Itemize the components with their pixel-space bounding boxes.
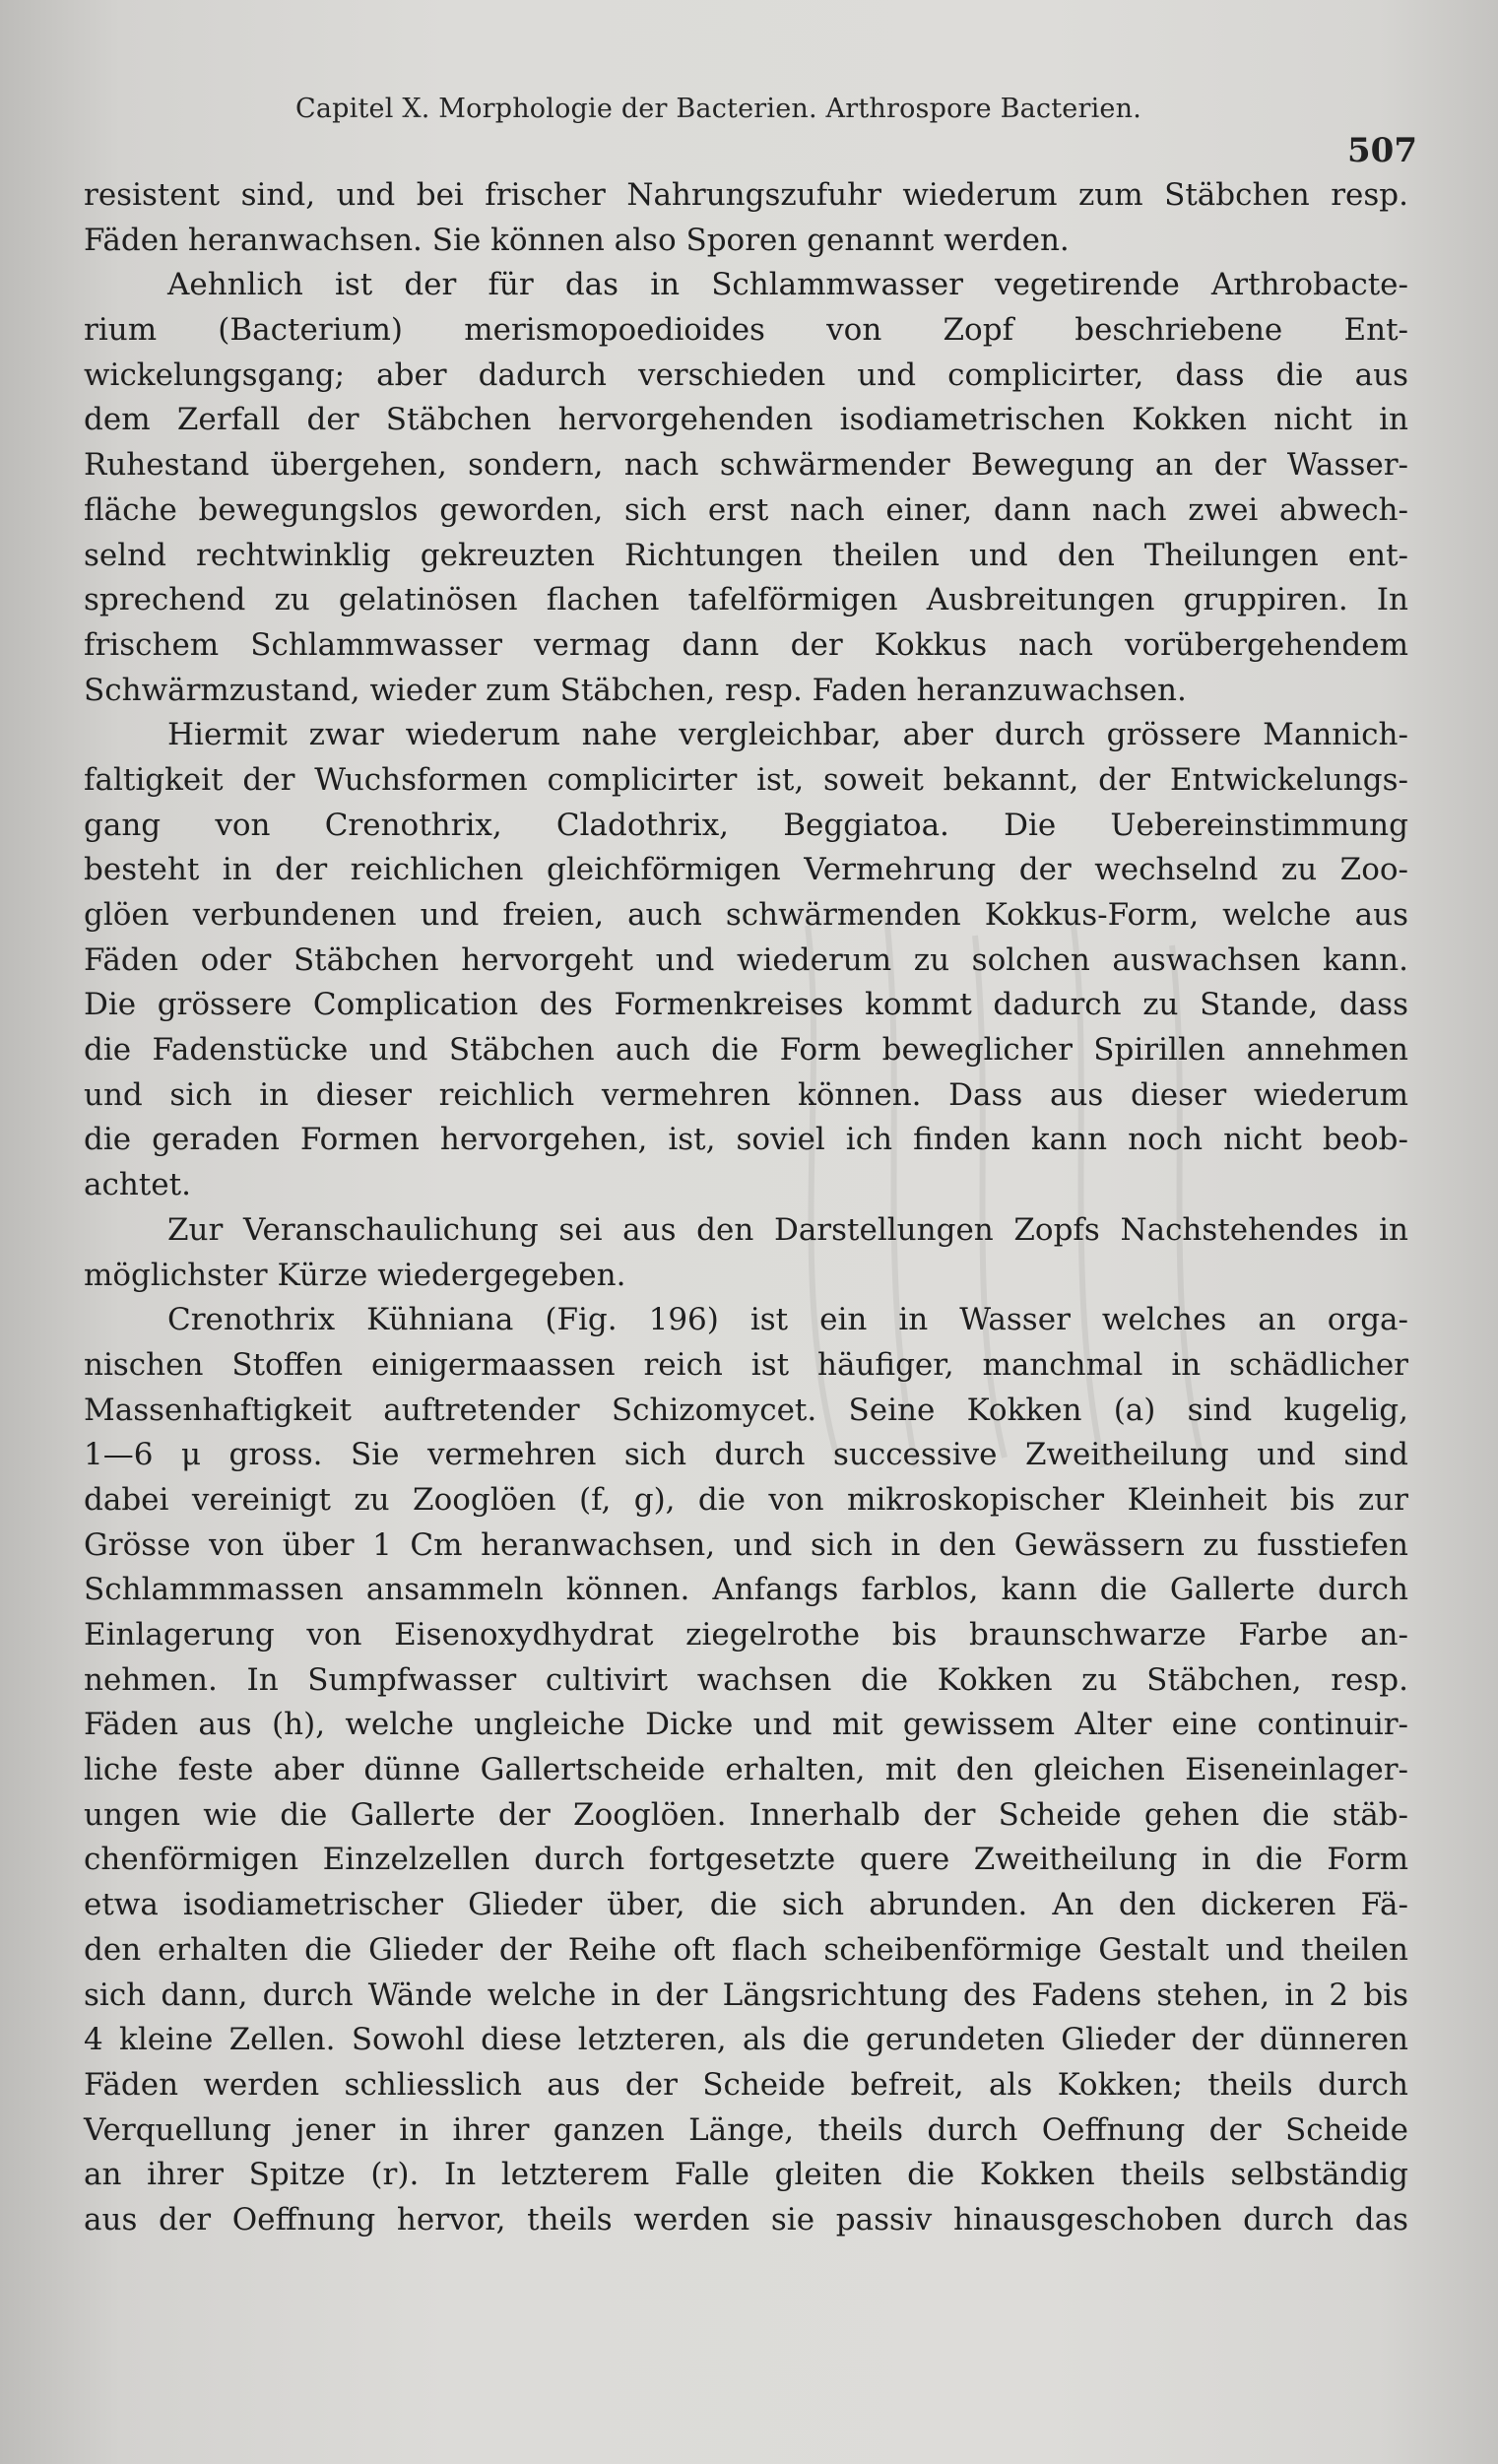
text-line: nischen Stoffen einigermaassen reich ist häufiger, manchmal in schädlicher (84, 1346, 1408, 1383)
text-line: Fäden heranwachsen. Sie können also Sporen genannt werden. (84, 222, 1070, 258)
text-line: chenförmigen Einzelzellen durch fortgesetzte quere Zweitheilung in die Form (84, 1842, 1408, 1878)
text-line: Fäden oder Stäbchen hervorgeht und wiederum zu solchen auswachsen kann. (84, 941, 1408, 978)
text-line: Ruhestand übergehen, sondern, nach schwärmender Bewegung an der Wasser- (84, 447, 1408, 484)
text-line: selnd rechtwinklig gekreuzten Richtungen theilen und den Theilungen ent- (84, 537, 1408, 573)
body-text (84, 173, 1408, 2243)
text-line: glöen verbundenen und freien, auch schwärmenden Kokkus-Form, welche aus (84, 897, 1408, 933)
text-line: frischem Schlammwasser vermag dann der Kokkus nach vorübergehendem (84, 626, 1408, 663)
text-line: Fäden werden schliesslich aus der Scheide befreit, als Kokken; theils durch (84, 2066, 1408, 2103)
text-line: dem Zerfall der Stäbchen hervorgehenden isodiametrischen Kokken nicht in (84, 402, 1408, 438)
running-header: Capitel X. Morphologie der Bacterien. Arthrospore Bacterien. (295, 94, 1141, 124)
text-line: Zur Veranschaulichung sei aus den Darstellungen Zopfs Nachstehendes in (167, 1211, 1408, 1248)
text-line: gang von Crenothrix, Cladothrix, Beggiatoa. Die Uebereinstimmung (84, 807, 1408, 843)
page-number: 507 (1347, 131, 1417, 170)
text-line: die geraden Formen hervorgehen, ist, soviel ich finden kann noch nicht beob- (84, 1122, 1408, 1158)
text-line: rium (Bacterium) merismopoedioides von Zopf beschriebene Ent- (84, 312, 1408, 349)
text-line: fläche bewegungslos geworden, sich erst nach einer, dann nach zwei abwech- (84, 491, 1408, 528)
text-line: dabei vereinigt zu Zooglöen (f, g), die von mikroskopischer Kleinheit bis zur (84, 1481, 1408, 1518)
text-line: liche feste aber dünne Gallertscheide erhalten, mit den gleichen Eiseneinlager- (84, 1752, 1408, 1788)
text-line: Verquellung jener in ihrer ganzen Länge, theils durch Oeffnung der Scheide (84, 2111, 1408, 2148)
text-line: möglichster Kürze wiedergegeben. (84, 1257, 626, 1293)
text-line: Fäden aus (h), welche ungleiche Dicke und mit gewissem Alter eine continuir- (84, 1707, 1408, 1743)
text-line: und sich in dieser reichlich vermehren können. Dass aus dieser wiederum (84, 1076, 1408, 1113)
text-line: Schlammmassen ansammeln können. Anfangs farblos, kann die Gallerte durch (84, 1572, 1408, 1608)
text-line: Grösse von über 1 Cm heranwachsen, und sich in den Gewässern zu fusstiefen (84, 1526, 1408, 1563)
text-line: resistent sind, und bei frischer Nahrungszufuhr wiederum zum Stäbchen resp. (84, 177, 1408, 213)
text-line: 1—6 μ gross. Sie vermehren sich durch successive Zweitheilung und sind (84, 1437, 1408, 1473)
text-line: Die grössere Complication des Formenkreises kommt dadurch zu Stande, dass (84, 987, 1408, 1023)
text-line: Aehnlich ist der für das in Schlammwasser vegetirende Arthrobacte- (167, 267, 1408, 303)
text-line: den erhalten die Glieder der Reihe oft flach scheibenförmige Gestalt und theilen (84, 1931, 1408, 1968)
text-line: etwa isodiametrischer Glieder über, die sich abrunden. An den dickeren Fä- (84, 1887, 1408, 1923)
text-line: Schwärmzustand, wieder zum Stäbchen, resp. Faden heranzuwachsen. (84, 672, 1187, 708)
text-line: Crenothrix Kühniana (Fig. 196) ist ein in Wasser welches an orga- (167, 1302, 1408, 1338)
text-line: sich dann, durch Wände welche in der Längsrichtung des Fadens stehen, in 2 bis (84, 1977, 1408, 2013)
text-line: die Fadenstücke und Stäbchen auch die Form beweglicher Spirillen annehmen (84, 1032, 1408, 1069)
text-line: sprechend zu gelatinösen flachen tafelförmigen Ausbreitungen gruppiren. In (84, 582, 1408, 618)
text-line: besteht in der reichlichen gleichförmigen Vermehrung der wechselnd zu Zoo- (84, 852, 1408, 888)
text-line: Hiermit zwar wiederum nahe vergleichbar, aber durch grössere Mannich- (167, 717, 1408, 753)
text-line: Einlagerung von Eisenoxydhydrat ziegelrothe bis braunschwarze Farbe an- (84, 1617, 1408, 1653)
text-line: faltigkeit der Wuchsformen complicirter ist, soweit bekannt, der Entwickelungs- (84, 761, 1408, 798)
text-line: nehmen. In Sumpfwasser cultivirt wachsen die Kokken zu Stäbchen, resp. (84, 1661, 1408, 1698)
text-line: an ihrer Spitze (r). In letzterem Falle gleiten die Kokken theils selbständig (84, 2157, 1408, 2193)
text-line: wickelungsgang; aber dadurch verschieden und complicirter, dass die aus (84, 357, 1408, 393)
text-line: 4 kleine Zellen. Sowohl diese letzteren, als die gerundeten Glieder der dünneren (84, 2022, 1408, 2058)
text-line: ungen wie die Gallerte der Zooglöen. Innerhalb der Scheide gehen die stäb- (84, 1796, 1408, 1833)
text-line: achtet. (84, 1167, 191, 1203)
text-line: Massenhaftigkeit auftretender Schizomycet. Seine Kokken (a) sind kugelig, (84, 1392, 1408, 1428)
text-line: aus der Oeffnung hervor, theils werden sie passiv hinausgeschoben durch das (84, 2201, 1408, 2237)
